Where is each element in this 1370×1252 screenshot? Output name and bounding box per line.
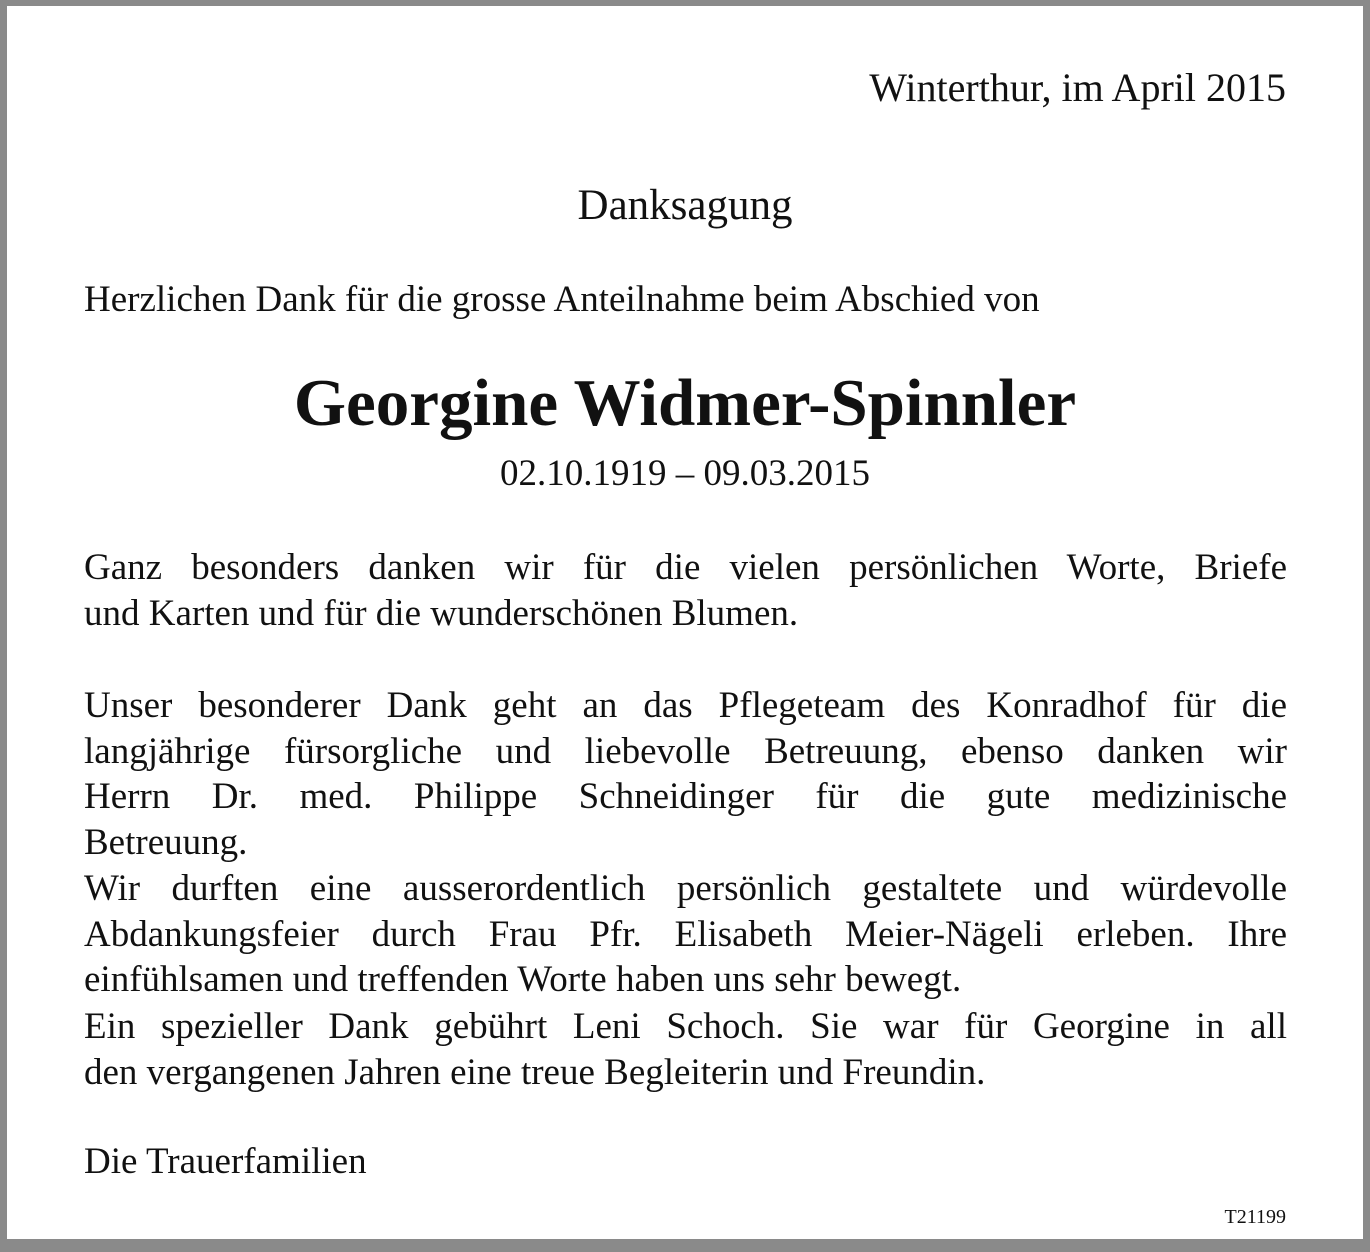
thanks-paragraph-2 [84, 683, 1287, 865]
paragraph-line: Unser besonderer Dank geht an das Pflegeteam des Konradhof für die [84, 685, 1287, 726]
intro-text: Herzlichen Dank für die grosse Anteilnahme beim Abschied von [84, 279, 1040, 320]
paragraph-line: einfühlsamen und treffenden Worte haben uns sehr bewegt. [84, 959, 962, 1001]
paragraph-line: und Karten und für die wunderschönen Blumen. [84, 592, 799, 634]
notice-heading: Danksagung [577, 182, 793, 229]
paragraph-line: Ganz besonders danken wir für die vielen persönlichen Worte, Briefe [84, 547, 1287, 588]
thanks-paragraph-4 [84, 1004, 1287, 1095]
paragraph-line: Betreuung. [84, 821, 248, 863]
deceased-name: Georgine Widmer-Spinnler [293, 366, 1077, 440]
paragraph-line: Abdankungsfeier durch Frau Pfr. Elisabeth Meier-Nägeli erleben. Ihre [84, 913, 1287, 955]
thanks-paragraph-1 [84, 545, 1287, 636]
paragraph-line: den vergangenen Jahren eine treue Begleiterin und Freundin. [84, 1051, 986, 1093]
paragraph-line: Wir durften eine ausserordentlich persönlich gestaltete und würdevolle [84, 868, 1287, 909]
thanks-paragraph-3 [84, 866, 1287, 1003]
paragraph-line: Ein spezieller Dank gebührt Leni Schoch. Sie war für Georgine in all [84, 1006, 1287, 1047]
life-dates: 02.10.1919 – 09.03.2015 [500, 453, 870, 494]
reference-code: T21199 [1224, 1206, 1286, 1228]
place-date: Winterthur, im April 2015 [869, 65, 1286, 110]
signoff: Die Trauerfamilien [84, 1141, 367, 1182]
paragraph-line: langjährige fürsorgliche und liebevolle Betreuung, ebenso danken wir [84, 730, 1287, 772]
paragraph-line: Herrn Dr. med. Philippe Schneidinger für die gute medizinische [84, 776, 1287, 818]
